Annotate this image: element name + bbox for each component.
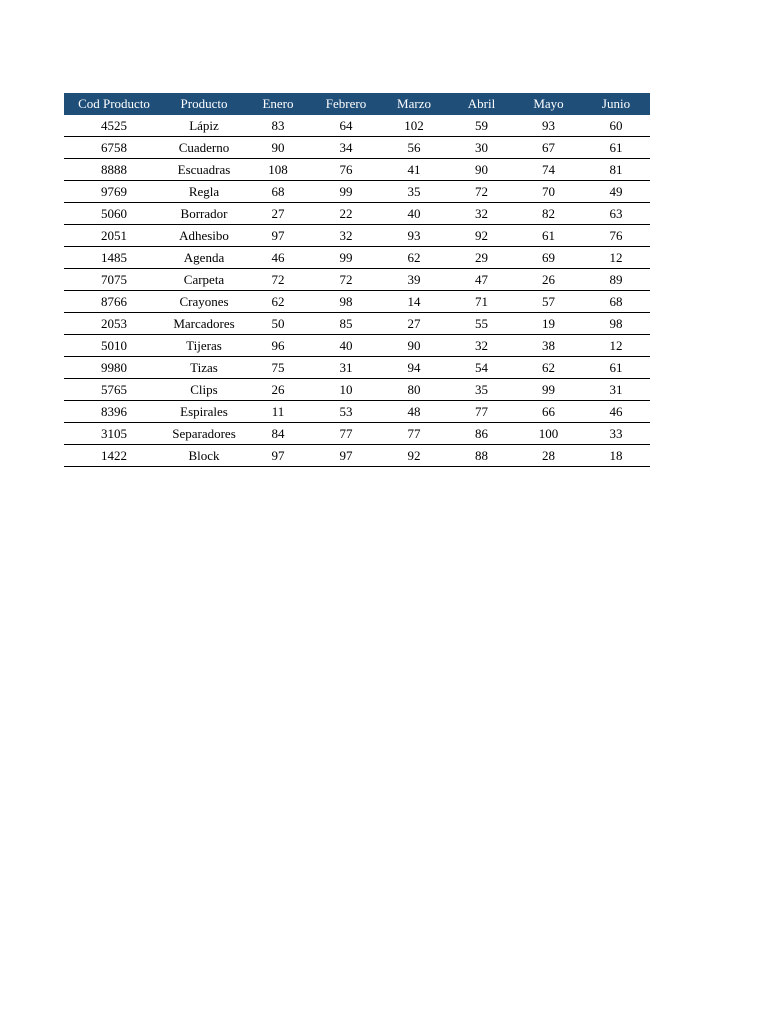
table-cell-junio: 61 (582, 357, 650, 379)
table-cell-abril: 47 (448, 269, 515, 291)
table-cell-junio: 33 (582, 423, 650, 445)
table-cell-producto: Cuaderno (164, 137, 244, 159)
table-cell-mayo: 38 (515, 335, 582, 357)
table-cell-junio: 89 (582, 269, 650, 291)
table-row (64, 401, 650, 423)
table-cell-cod-producto: 1422 (64, 445, 164, 467)
table-cell-mayo: 74 (515, 159, 582, 181)
sales-table (64, 93, 650, 467)
column-header-enero: Enero (244, 93, 312, 115)
table-cell-enero: 26 (244, 379, 312, 401)
table-row (64, 247, 650, 269)
table-row (64, 357, 650, 379)
table-cell-producto: Lápiz (164, 115, 244, 137)
table-cell-abril: 32 (448, 203, 515, 225)
table-cell-cod-producto: 4525 (64, 115, 164, 137)
column-header-producto: Producto (164, 93, 244, 115)
table-cell-mayo: 66 (515, 401, 582, 423)
table-cell-marzo: 27 (380, 313, 448, 335)
table-cell-febrero: 34 (312, 137, 380, 159)
table-cell-cod-producto: 9980 (64, 357, 164, 379)
table-cell-febrero: 72 (312, 269, 380, 291)
table-cell-enero: 50 (244, 313, 312, 335)
table-cell-febrero: 77 (312, 423, 380, 445)
table-cell-junio: 98 (582, 313, 650, 335)
table-cell-producto: Clips (164, 379, 244, 401)
table-cell-cod-producto: 8766 (64, 291, 164, 313)
table-cell-cod-producto: 2051 (64, 225, 164, 247)
table-cell-junio: 68 (582, 291, 650, 313)
table-cell-junio: 18 (582, 445, 650, 467)
column-header-abril: Abril (448, 93, 515, 115)
header-row (64, 93, 650, 115)
table-cell-junio: 12 (582, 247, 650, 269)
table-cell-producto: Tijeras (164, 335, 244, 357)
table-cell-febrero: 76 (312, 159, 380, 181)
table-row (64, 291, 650, 313)
table-cell-enero: 97 (244, 445, 312, 467)
table-cell-enero: 108 (244, 159, 312, 181)
table-cell-abril: 88 (448, 445, 515, 467)
table-cell-enero: 83 (244, 115, 312, 137)
table-row (64, 313, 650, 335)
table-cell-marzo: 92 (380, 445, 448, 467)
table-cell-febrero: 64 (312, 115, 380, 137)
table-cell-marzo: 93 (380, 225, 448, 247)
table-cell-cod-producto: 5765 (64, 379, 164, 401)
table-cell-producto: Marcadores (164, 313, 244, 335)
table-cell-enero: 68 (244, 181, 312, 203)
table-cell-junio: 31 (582, 379, 650, 401)
column-header-cod-producto: Cod Producto (64, 93, 164, 115)
table-cell-cod-producto: 8888 (64, 159, 164, 181)
table-cell-junio: 46 (582, 401, 650, 423)
table-cell-enero: 11 (244, 401, 312, 423)
table-cell-febrero: 32 (312, 225, 380, 247)
table-row (64, 335, 650, 357)
table-cell-enero: 97 (244, 225, 312, 247)
table-cell-producto: Borrador (164, 203, 244, 225)
table-row (64, 115, 650, 137)
table-cell-cod-producto: 5060 (64, 203, 164, 225)
table-cell-mayo: 62 (515, 357, 582, 379)
table-cell-abril: 90 (448, 159, 515, 181)
table-row (64, 379, 650, 401)
table-cell-mayo: 70 (515, 181, 582, 203)
table-cell-abril: 32 (448, 335, 515, 357)
table-cell-mayo: 100 (515, 423, 582, 445)
table-cell-enero: 62 (244, 291, 312, 313)
table-cell-marzo: 102 (380, 115, 448, 137)
table-cell-marzo: 94 (380, 357, 448, 379)
table-cell-febrero: 40 (312, 335, 380, 357)
table-row (64, 137, 650, 159)
table-cell-mayo: 61 (515, 225, 582, 247)
column-header-junio: Junio (582, 93, 650, 115)
table-row (64, 445, 650, 467)
table-cell-enero: 46 (244, 247, 312, 269)
table-cell-mayo: 99 (515, 379, 582, 401)
table-cell-marzo: 14 (380, 291, 448, 313)
table-cell-producto: Escuadras (164, 159, 244, 181)
table-cell-producto: Adhesibo (164, 225, 244, 247)
table-cell-abril: 92 (448, 225, 515, 247)
table-cell-febrero: 22 (312, 203, 380, 225)
table-cell-cod-producto: 3105 (64, 423, 164, 445)
table-cell-enero: 96 (244, 335, 312, 357)
table-cell-cod-producto: 1485 (64, 247, 164, 269)
table-body (64, 115, 650, 467)
table-cell-enero: 72 (244, 269, 312, 291)
table-cell-abril: 30 (448, 137, 515, 159)
table-row (64, 181, 650, 203)
table-cell-abril: 72 (448, 181, 515, 203)
table-cell-enero: 27 (244, 203, 312, 225)
table-cell-mayo: 67 (515, 137, 582, 159)
table-cell-producto: Carpeta (164, 269, 244, 291)
table-row (64, 423, 650, 445)
table-cell-mayo: 69 (515, 247, 582, 269)
table-cell-abril: 29 (448, 247, 515, 269)
table-cell-febrero: 99 (312, 181, 380, 203)
table-cell-abril: 77 (448, 401, 515, 423)
table-cell-mayo: 57 (515, 291, 582, 313)
table-cell-febrero: 99 (312, 247, 380, 269)
table-cell-marzo: 41 (380, 159, 448, 181)
table-cell-junio: 76 (582, 225, 650, 247)
table-cell-febrero: 53 (312, 401, 380, 423)
table-cell-febrero: 98 (312, 291, 380, 313)
table-cell-marzo: 56 (380, 137, 448, 159)
table-cell-junio: 12 (582, 335, 650, 357)
table-cell-junio: 49 (582, 181, 650, 203)
table-cell-mayo: 28 (515, 445, 582, 467)
table-cell-enero: 84 (244, 423, 312, 445)
table-cell-producto: Espirales (164, 401, 244, 423)
sales-table-container (64, 93, 650, 467)
table-cell-cod-producto: 2053 (64, 313, 164, 335)
table-cell-cod-producto: 5010 (64, 335, 164, 357)
table-cell-cod-producto: 9769 (64, 181, 164, 203)
table-cell-abril: 55 (448, 313, 515, 335)
table-cell-febrero: 97 (312, 445, 380, 467)
table-cell-producto: Regla (164, 181, 244, 203)
table-cell-abril: 59 (448, 115, 515, 137)
table-cell-marzo: 80 (380, 379, 448, 401)
table-cell-marzo: 39 (380, 269, 448, 291)
table-cell-marzo: 35 (380, 181, 448, 203)
column-header-febrero: Febrero (312, 93, 380, 115)
table-cell-febrero: 85 (312, 313, 380, 335)
column-header-mayo: Mayo (515, 93, 582, 115)
table-row (64, 269, 650, 291)
table-cell-mayo: 82 (515, 203, 582, 225)
table-cell-mayo: 19 (515, 313, 582, 335)
table-cell-marzo: 77 (380, 423, 448, 445)
table-cell-febrero: 10 (312, 379, 380, 401)
table-cell-marzo: 90 (380, 335, 448, 357)
table-cell-abril: 35 (448, 379, 515, 401)
table-cell-abril: 54 (448, 357, 515, 379)
table-cell-producto: Agenda (164, 247, 244, 269)
table-row (64, 203, 650, 225)
table-cell-junio: 81 (582, 159, 650, 181)
table-row (64, 225, 650, 247)
table-cell-producto: Block (164, 445, 244, 467)
table-cell-producto: Separadores (164, 423, 244, 445)
table-cell-junio: 61 (582, 137, 650, 159)
table-cell-abril: 71 (448, 291, 515, 313)
table-cell-cod-producto: 6758 (64, 137, 164, 159)
table-cell-junio: 60 (582, 115, 650, 137)
table-cell-marzo: 62 (380, 247, 448, 269)
column-header-marzo: Marzo (380, 93, 448, 115)
table-cell-mayo: 26 (515, 269, 582, 291)
table-cell-cod-producto: 8396 (64, 401, 164, 423)
table-row (64, 159, 650, 181)
table-cell-junio: 63 (582, 203, 650, 225)
table-header (64, 93, 650, 115)
table-cell-marzo: 48 (380, 401, 448, 423)
table-cell-producto: Tizas (164, 357, 244, 379)
table-cell-cod-producto: 7075 (64, 269, 164, 291)
table-cell-febrero: 31 (312, 357, 380, 379)
table-cell-marzo: 40 (380, 203, 448, 225)
table-cell-abril: 86 (448, 423, 515, 445)
table-cell-producto: Crayones (164, 291, 244, 313)
table-cell-enero: 75 (244, 357, 312, 379)
table-cell-mayo: 93 (515, 115, 582, 137)
table-cell-enero: 90 (244, 137, 312, 159)
